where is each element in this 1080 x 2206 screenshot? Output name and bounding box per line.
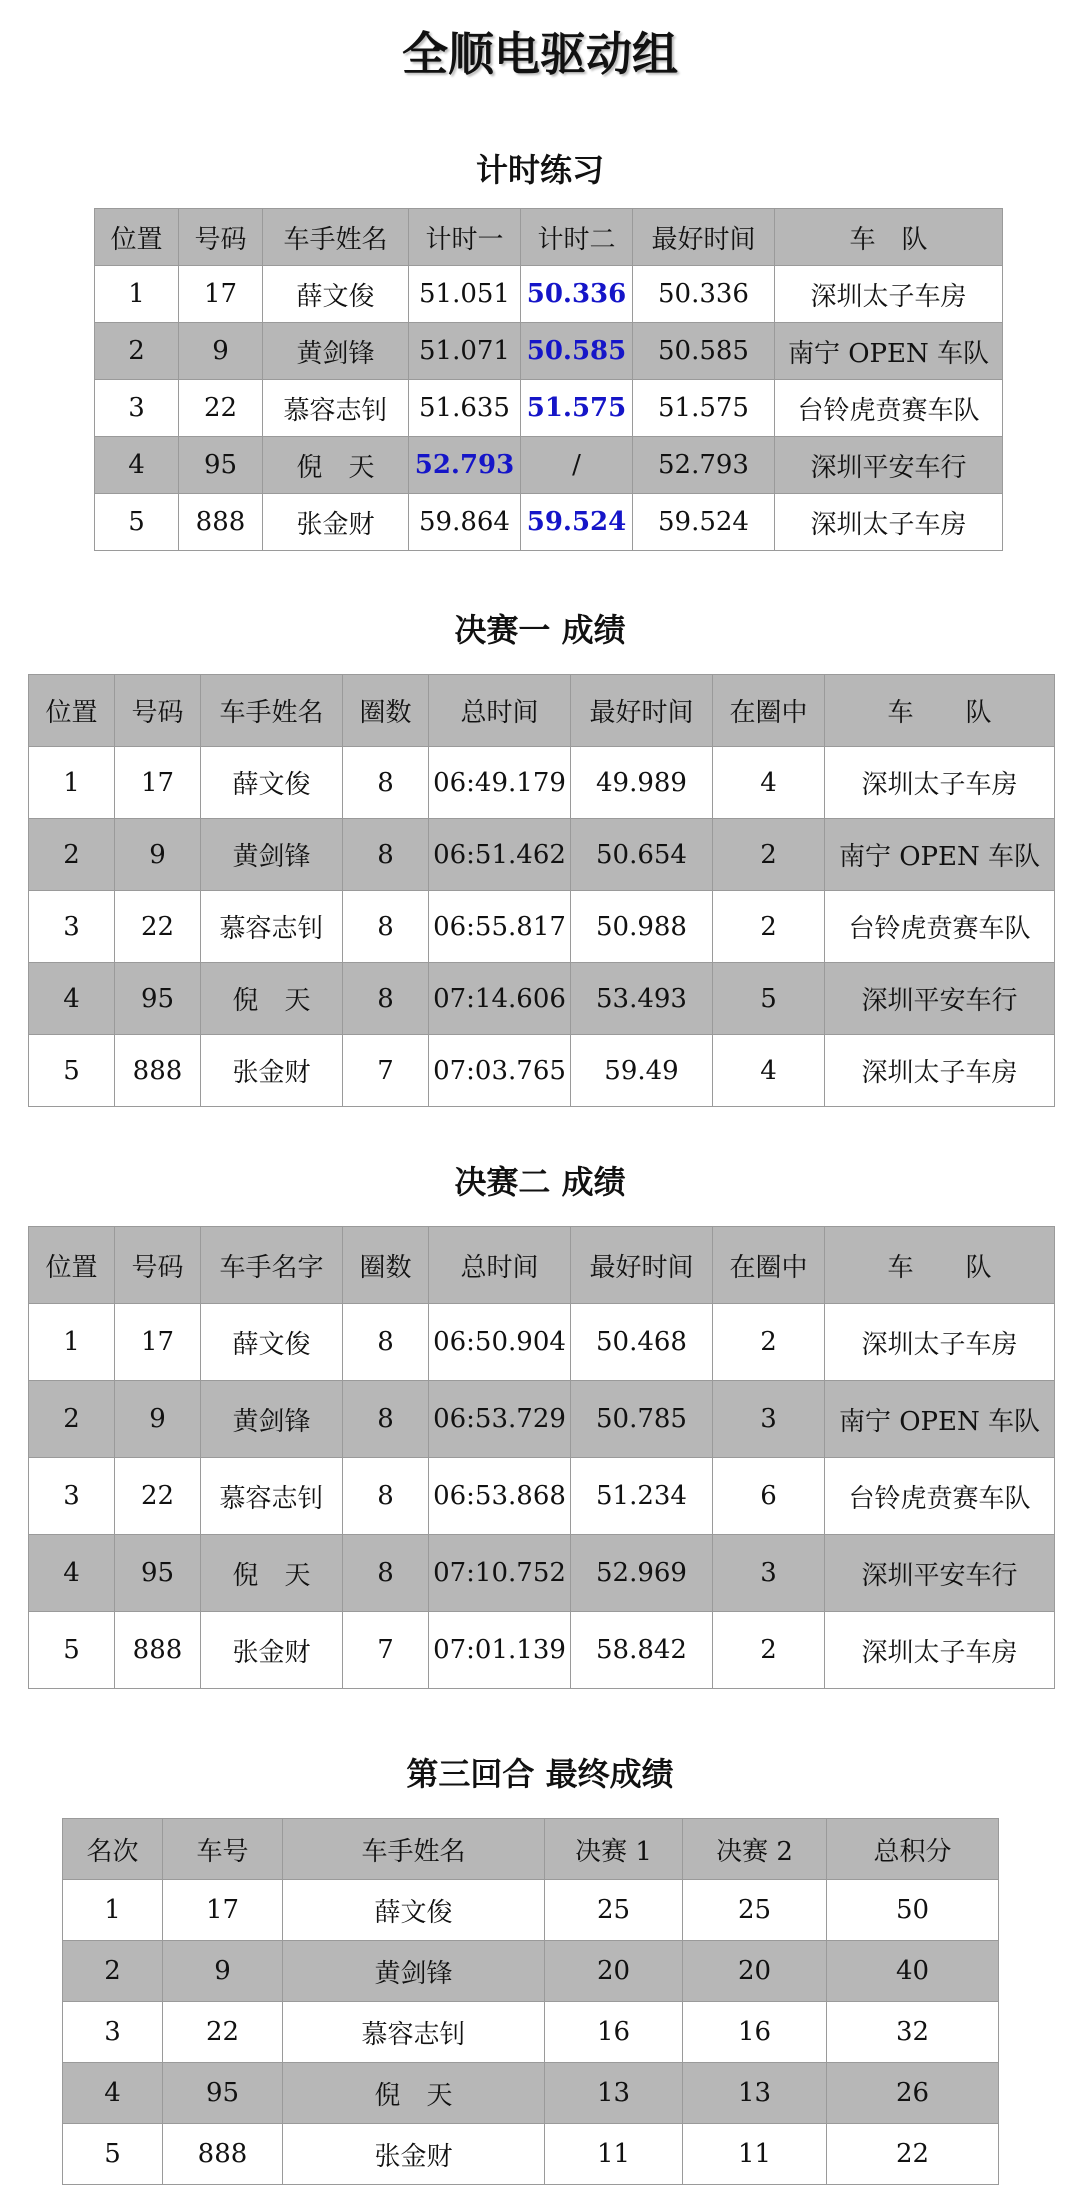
- table-cell-highlight: 51.575: [521, 380, 633, 437]
- header-cell: 计时一: [409, 209, 521, 266]
- table-cell: 32: [827, 2002, 999, 2063]
- table-cell: 16: [545, 2002, 683, 2063]
- table-cell: 17: [179, 266, 263, 323]
- table-cell: 07:03.765: [429, 1035, 571, 1107]
- table-row: [29, 747, 1055, 819]
- table-cell: 17: [115, 1304, 201, 1381]
- table-cell: 深圳平安车行: [775, 437, 1003, 494]
- table-cell: 8: [343, 891, 429, 963]
- final-result-title: 第三回合 最终成绩: [406, 1755, 674, 1793]
- table-cell: 17: [163, 1880, 283, 1941]
- table-cell: 5: [713, 963, 825, 1035]
- table-cell: 17: [115, 747, 201, 819]
- table-cell: 50: [827, 1880, 999, 1941]
- header-cell: 车手姓名: [201, 675, 343, 747]
- table-cell: 1: [95, 266, 179, 323]
- table-cell: 06:49.179: [429, 747, 571, 819]
- table-cell: 南宁 OPEN 车队: [775, 323, 1003, 380]
- table-cell: 11: [683, 2124, 827, 2185]
- table-row: [29, 819, 1055, 891]
- table-cell: 3: [713, 1535, 825, 1612]
- table-cell: 06:50.904: [429, 1304, 571, 1381]
- table-cell: 8: [343, 1304, 429, 1381]
- table-cell: 2: [713, 819, 825, 891]
- table-cell: 张金财: [283, 2124, 545, 2185]
- table-cell: 888: [179, 494, 263, 551]
- table-cell: 9: [179, 323, 263, 380]
- table-cell: 6: [713, 1458, 825, 1535]
- table-cell: 22: [115, 891, 201, 963]
- table-cell: 2: [95, 323, 179, 380]
- table-row: [95, 437, 1003, 494]
- table-cell: 5: [29, 1035, 115, 1107]
- table-cell: 50.336: [633, 266, 775, 323]
- table-row: [95, 266, 1003, 323]
- table-cell: 倪 天: [201, 963, 343, 1035]
- header-cell: 决赛 2: [683, 1819, 827, 1880]
- table-cell: 20: [545, 1941, 683, 2002]
- table-row: [29, 963, 1055, 1035]
- table-header-row: [63, 1819, 999, 1880]
- table-cell: 薛文俊: [283, 1880, 545, 1941]
- table-cell: 黄剑锋: [263, 323, 409, 380]
- table-cell: 2: [29, 819, 115, 891]
- table-row: [95, 494, 1003, 551]
- table-row: [63, 1941, 999, 2002]
- table-cell: 51.635: [409, 380, 521, 437]
- table-cell: 51.051: [409, 266, 521, 323]
- header-cell: 最好时间: [571, 1227, 713, 1304]
- final2-table: [28, 1226, 1055, 1689]
- table-row: [63, 2002, 999, 2063]
- table-cell: 59.49: [571, 1035, 713, 1107]
- table-cell: 4: [29, 1535, 115, 1612]
- table-cell: 深圳平安车行: [825, 1535, 1055, 1612]
- table-cell: 07:10.752: [429, 1535, 571, 1612]
- practice-title: 计时练习: [475, 151, 604, 189]
- table-cell: 深圳太子车房: [825, 1304, 1055, 1381]
- table-cell: 深圳太子车房: [825, 1035, 1055, 1107]
- header-cell: 号码: [115, 1227, 201, 1304]
- table-cell: 慕容志钊: [201, 891, 343, 963]
- table-row: [29, 1381, 1055, 1458]
- header-cell: 车手姓名: [263, 209, 409, 266]
- table-cell: 95: [163, 2063, 283, 2124]
- table-cell: 慕容志钊: [283, 2002, 545, 2063]
- table-cell: 11: [545, 2124, 683, 2185]
- table-cell: 张金财: [201, 1612, 343, 1689]
- table-cell: 4: [95, 437, 179, 494]
- table-cell: 9: [115, 819, 201, 891]
- table-cell: 4: [63, 2063, 163, 2124]
- table-cell: 50.468: [571, 1304, 713, 1381]
- table-cell: 16: [683, 2002, 827, 2063]
- table-cell: 06:53.729: [429, 1381, 571, 1458]
- table-cell: 黄剑锋: [201, 819, 343, 891]
- header-cell: 车 队: [825, 1227, 1055, 1304]
- table-cell: 深圳太子车房: [775, 266, 1003, 323]
- table-cell: 2: [63, 1941, 163, 2002]
- table-row: [29, 1612, 1055, 1689]
- table-cell: 南宁 OPEN 车队: [825, 819, 1055, 891]
- table-row: [95, 323, 1003, 380]
- table-cell: 22: [163, 2002, 283, 2063]
- table-cell: 8: [343, 1458, 429, 1535]
- table-cell: 8: [343, 1381, 429, 1458]
- table-cell: 8: [343, 819, 429, 891]
- table-cell: 1: [29, 747, 115, 819]
- table-cell: 5: [29, 1612, 115, 1689]
- table-cell: 53.493: [571, 963, 713, 1035]
- table-cell: 888: [115, 1612, 201, 1689]
- table-cell: 95: [115, 963, 201, 1035]
- table-cell: 薛文俊: [201, 747, 343, 819]
- table-cell: 888: [115, 1035, 201, 1107]
- header-cell: 计时二: [521, 209, 633, 266]
- table-row: [29, 1035, 1055, 1107]
- header-cell: 最好时间: [571, 675, 713, 747]
- header-cell: 决赛 1: [545, 1819, 683, 1880]
- table-cell: 2: [29, 1381, 115, 1458]
- table-cell: 22: [827, 2124, 999, 2185]
- table-cell: 2: [713, 1612, 825, 1689]
- table-cell-highlight: 52.793: [409, 437, 521, 494]
- header-cell: 车手名字: [201, 1227, 343, 1304]
- table-cell: 51.071: [409, 323, 521, 380]
- table-cell: 台铃虎贲赛车队: [825, 1458, 1055, 1535]
- table-cell-highlight: 59.524: [521, 494, 633, 551]
- table-cell: 台铃虎贲赛车队: [825, 891, 1055, 963]
- final1-title: 决赛一 成绩: [454, 611, 626, 649]
- table-cell: 25: [545, 1880, 683, 1941]
- table-cell: 3: [29, 1458, 115, 1535]
- header-cell: 总时间: [429, 675, 571, 747]
- table-cell: 13: [545, 2063, 683, 2124]
- table-header-row: [95, 209, 1003, 266]
- header-cell: 车 队: [825, 675, 1055, 747]
- table-cell: 黄剑锋: [283, 1941, 545, 2002]
- table-row: [29, 1535, 1055, 1612]
- header-cell: 位置: [95, 209, 179, 266]
- table-cell: 06:53.868: [429, 1458, 571, 1535]
- table-cell: 倪 天: [263, 437, 409, 494]
- table-cell: /: [521, 437, 633, 494]
- header-cell: 位置: [29, 675, 115, 747]
- header-cell: 在圈中: [713, 675, 825, 747]
- table-cell: 59.864: [409, 494, 521, 551]
- table-cell: 888: [163, 2124, 283, 2185]
- table-cell: 5: [95, 494, 179, 551]
- header-cell: 位置: [29, 1227, 115, 1304]
- table-cell: 06:51.462: [429, 819, 571, 891]
- header-cell: 圈数: [343, 675, 429, 747]
- table-row: [63, 1880, 999, 1941]
- practice-table: [94, 208, 1003, 551]
- table-cell: 南宁 OPEN 车队: [825, 1381, 1055, 1458]
- table-cell: 张金财: [201, 1035, 343, 1107]
- table-cell-highlight: 50.585: [521, 323, 633, 380]
- table-cell: 3: [95, 380, 179, 437]
- table-cell: 倪 天: [283, 2063, 545, 2124]
- table-cell: 13: [683, 2063, 827, 2124]
- header-cell: 总时间: [429, 1227, 571, 1304]
- table-cell: 20: [683, 1941, 827, 2002]
- header-cell: 车 队: [775, 209, 1003, 266]
- table-cell: 慕容志钊: [263, 380, 409, 437]
- table-cell: 51.575: [633, 380, 775, 437]
- table-cell: 8: [343, 747, 429, 819]
- header-cell: 圈数: [343, 1227, 429, 1304]
- table-cell: 3: [713, 1381, 825, 1458]
- table-cell: 4: [29, 963, 115, 1035]
- table-cell: 26: [827, 2063, 999, 2124]
- table-row: [29, 1458, 1055, 1535]
- table-header-row: [29, 1227, 1055, 1304]
- table-cell: 倪 天: [201, 1535, 343, 1612]
- final1-table: [28, 674, 1055, 1107]
- table-cell: 22: [179, 380, 263, 437]
- table-cell: 40: [827, 1941, 999, 2002]
- table-cell: 1: [29, 1304, 115, 1381]
- header-cell: 最好时间: [633, 209, 775, 266]
- table-cell: 深圳太子车房: [775, 494, 1003, 551]
- header-cell: 号码: [115, 675, 201, 747]
- header-cell: 车手姓名: [283, 1819, 545, 1880]
- table-cell: 9: [115, 1381, 201, 1458]
- header-cell: 总积分: [827, 1819, 999, 1880]
- table-cell: 4: [713, 747, 825, 819]
- header-cell: 车号: [163, 1819, 283, 1880]
- table-cell: 51.234: [571, 1458, 713, 1535]
- table-cell: 3: [63, 2002, 163, 2063]
- table-cell: 50.988: [571, 891, 713, 963]
- table-cell: 50.585: [633, 323, 775, 380]
- table-cell: 4: [713, 1035, 825, 1107]
- table-cell: 2: [713, 891, 825, 963]
- table-cell: 慕容志钊: [201, 1458, 343, 1535]
- table-cell: 薛文俊: [201, 1304, 343, 1381]
- table-cell: 黄剑锋: [201, 1381, 343, 1458]
- table-cell: 95: [115, 1535, 201, 1612]
- table-cell: 95: [179, 437, 263, 494]
- table-row: [95, 380, 1003, 437]
- table-row: [63, 2063, 999, 2124]
- header-cell: 在圈中: [713, 1227, 825, 1304]
- table-cell: 7: [343, 1035, 429, 1107]
- table-cell: 张金财: [263, 494, 409, 551]
- table-cell: 台铃虎贲赛车队: [775, 380, 1003, 437]
- header-cell: 号码: [179, 209, 263, 266]
- table-cell: 深圳太子车房: [825, 1612, 1055, 1689]
- table-cell: 07:01.139: [429, 1612, 571, 1689]
- table-cell: 5: [63, 2124, 163, 2185]
- table-cell: 深圳平安车行: [825, 963, 1055, 1035]
- table-cell-highlight: 50.336: [521, 266, 633, 323]
- table-cell: 薛文俊: [263, 266, 409, 323]
- table-cell: 1: [63, 1880, 163, 1941]
- table-cell: 25: [683, 1880, 827, 1941]
- table-cell: 52.793: [633, 437, 775, 494]
- table-cell: 58.842: [571, 1612, 713, 1689]
- table-cell: 2: [713, 1304, 825, 1381]
- table-header-row: [29, 675, 1055, 747]
- table-cell: 59.524: [633, 494, 775, 551]
- table-cell: 8: [343, 1535, 429, 1612]
- table-cell: 9: [163, 1941, 283, 2002]
- table-cell: 深圳太子车房: [825, 747, 1055, 819]
- table-row: [63, 2124, 999, 2185]
- table-row: [29, 1304, 1055, 1381]
- table-cell: 06:55.817: [429, 891, 571, 963]
- final2-title: 决赛二 成绩: [454, 1163, 626, 1201]
- table-cell: 7: [343, 1612, 429, 1689]
- table-row: [29, 891, 1055, 963]
- table-cell: 52.969: [571, 1535, 713, 1612]
- table-cell: 49.989: [571, 747, 713, 819]
- final-result-table: [62, 1818, 999, 2185]
- table-cell: 07:14.606: [429, 963, 571, 1035]
- table-cell: 50.654: [571, 819, 713, 891]
- table-cell: 8: [343, 963, 429, 1035]
- table-cell: 50.785: [571, 1381, 713, 1458]
- table-cell: 3: [29, 891, 115, 963]
- page-title: 全顺电驱动组: [402, 27, 678, 81]
- header-cell: 名次: [63, 1819, 163, 1880]
- table-cell: 22: [115, 1458, 201, 1535]
